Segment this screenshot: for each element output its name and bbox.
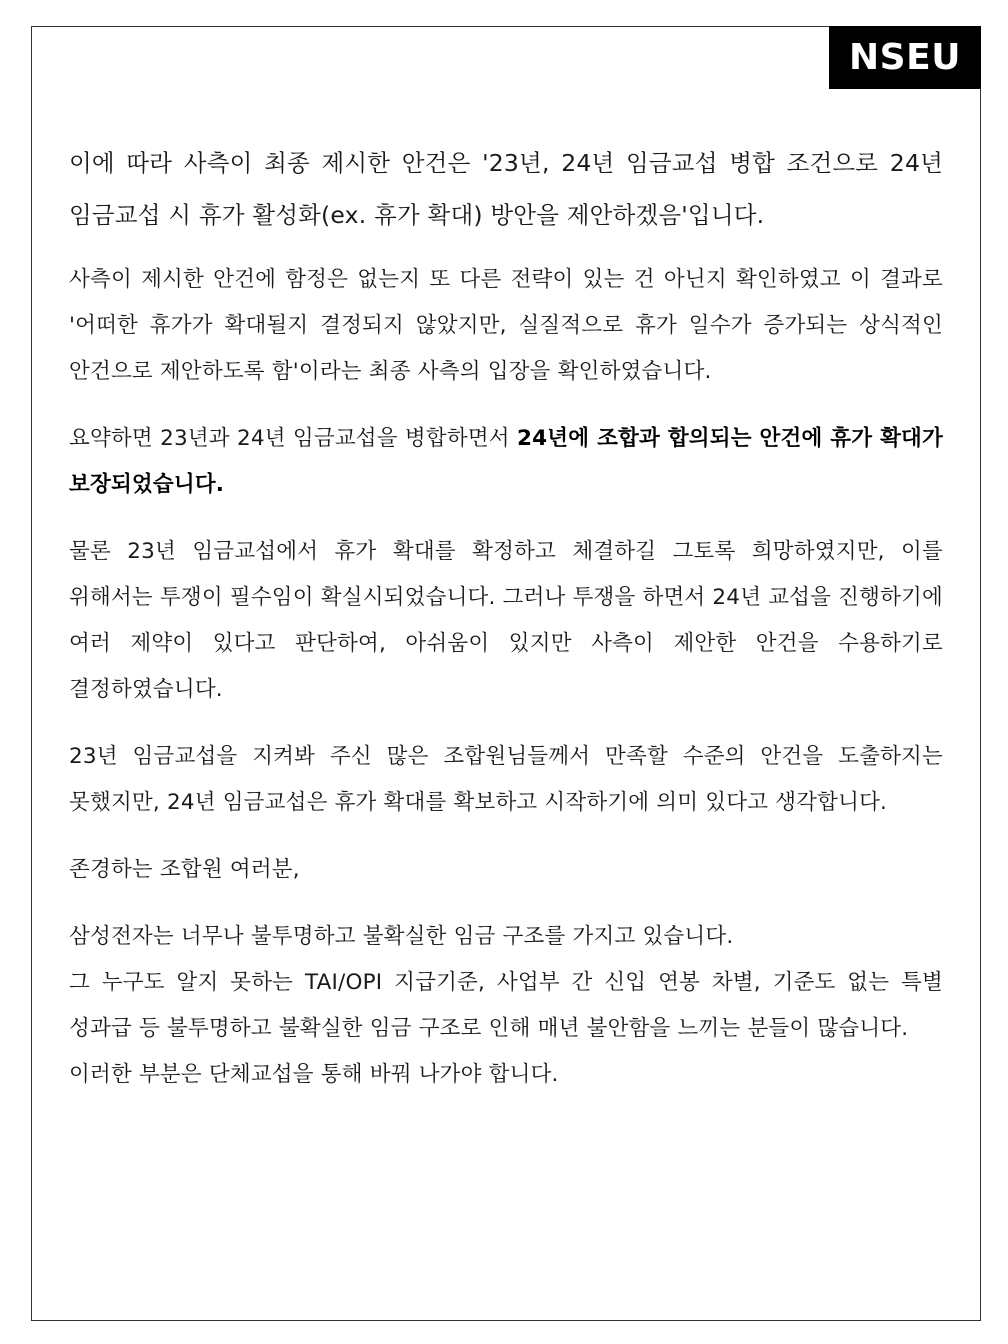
paragraph-final-proposal: 이에 따라 사측이 최종 제시한 안건은 '23년, 24년 임금교섭 병합 조건으로 24년 임금교섭 시 휴가 활성화(ex. 휴가 확대) 방안을 제안하겠음'입니다.	[69, 149, 943, 229]
document-body	[69, 137, 943, 1098]
paragraph-verification: 사측이 제시한 안건에 함정은 없는지 또 다른 전략이 있는 건 아닌지 확인하였고 이 결과로 '어떠한 휴가가 확대될지 결정되지 않았지만, 실질적으로 휴가 일수가 증가되는 상식적인 안건으로 제안하도록 함'이라는 최종 사측의 입장을 확인하였습니다.	[69, 267, 943, 384]
summary-text: 요약하면 23년과 24년 임금교섭을 병합하면서	[69, 426, 517, 451]
paragraph-salutation: 존경하는 조합원 여러분,	[69, 857, 300, 882]
logo-text: NSEU	[849, 37, 961, 78]
wage-structure-line-3: 이러한 부분은 단체교섭을 통해 바꿔 나가야 합니다.	[69, 1062, 559, 1087]
paragraph-meaning: 23년 임금교섭을 지켜봐 주신 많은 조합원님들께서 만족할 수준의 안건을 도출하지는 못했지만, 24년 임금교섭은 휴가 확대를 확보하고 시작하기에 의미 있다고 생각합니다.	[69, 744, 943, 815]
paragraph-summary	[69, 416, 943, 508]
nseu-logo	[829, 26, 981, 89]
paragraph-wage-structure	[69, 914, 943, 1098]
wage-structure-line-2: 그 누구도 알지 못하는 TAI/OPI 지급기준, 사업부 간 신입 연봉 차별, 기준도 없는 특별 성과급 등 불투명하고 불확실한 임금 구조로 인해 매년 불안함을 느끼는 분들이 많습니다.	[69, 970, 943, 1041]
page-frame	[31, 26, 981, 1321]
wage-structure-line-1: 삼성전자는 너무나 불투명하고 불확실한 임금 구조를 가지고 있습니다.	[69, 924, 734, 949]
summary-emphasis: 24년에 조합과 합의되는 안건에 휴가 확대가 보장되었습니다.	[69, 426, 943, 497]
paragraph-decision: 물론 23년 임금교섭에서 휴가 확대를 확정하고 체결하길 그토록 희망하였지만, 이를 위해서는 투쟁이 필수임이 확실시되었습니다. 그러나 투쟁을 하면서 24년 교섭을 진행하기에 여러 제약이 있다고 판단하여, 아쉬움이 있지만 사측이 제안한 안건을 수용하기로 결정하였습니다.	[69, 539, 943, 702]
